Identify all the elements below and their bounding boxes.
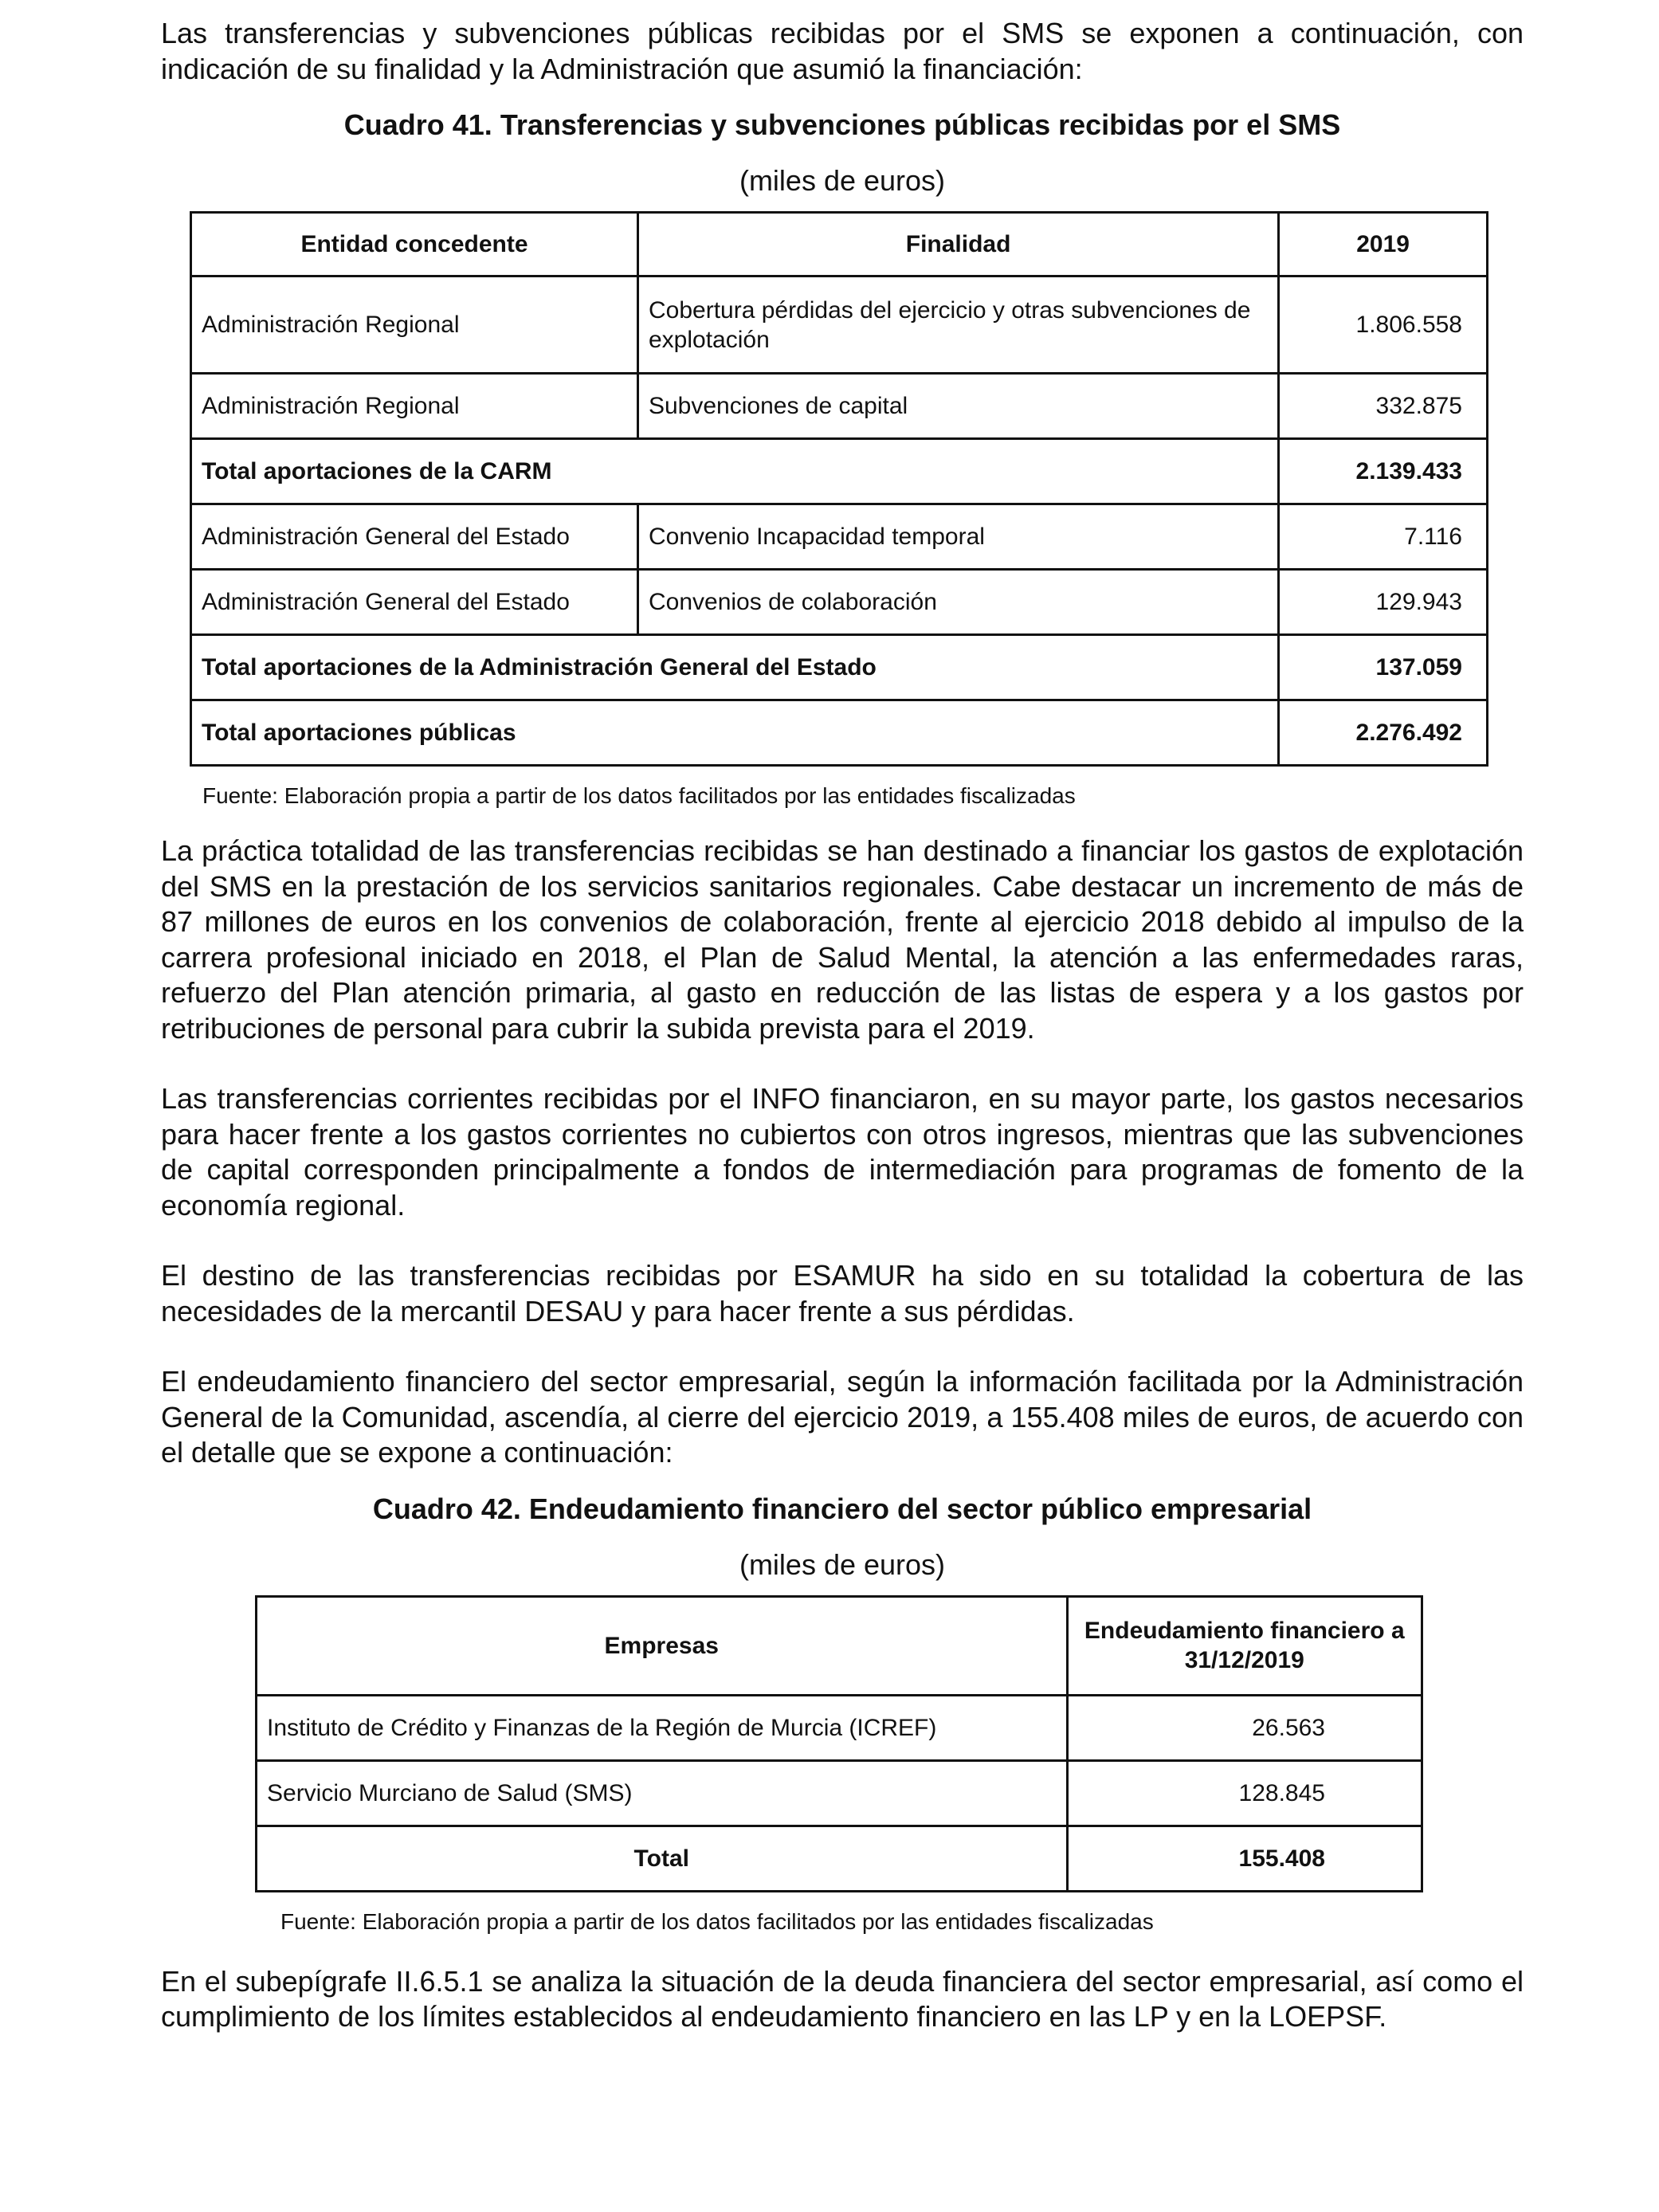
total-label-cell: Total aportaciones de la CARM [191, 439, 1279, 504]
table41-title: Cuadro 41. Transferencias y subvenciones públicas recibidas por el SMS [343, 108, 1341, 141]
grand-total-row [191, 700, 1488, 766]
total-label-cell: Total aportaciones de la Administración General del Estado [191, 635, 1279, 700]
total-value-cell: 137.059 [1279, 635, 1488, 700]
entity-cell: Administración General del Estado [191, 570, 638, 635]
table41 [190, 211, 1488, 767]
purpose-cell: Subvenciones de capital [637, 374, 1278, 439]
table41-units: (miles de euros) [739, 164, 946, 197]
total-row [257, 1826, 1422, 1891]
value-cell: 1.806.558 [1279, 276, 1488, 374]
value-cell: 332.875 [1279, 374, 1488, 439]
entity-cell: Administración General del Estado [191, 504, 638, 570]
table-row [191, 504, 1488, 570]
purpose-cell: Cobertura pérdidas del ejercicio y otras subvenciones de explotación [637, 276, 1278, 374]
total-value-cell: 2.139.433 [1279, 439, 1488, 504]
value-cell: 128.845 [1067, 1760, 1422, 1826]
total-row [191, 439, 1488, 504]
entity-cell: Administración Regional [191, 374, 638, 439]
entity-cell: Administración Regional [191, 276, 638, 374]
table-row [191, 374, 1488, 439]
company-cell: Servicio Murciano de Salud (SMS) [257, 1760, 1068, 1826]
table42-header-debt: Endeudamiento financiero a 31/12/2019 [1067, 1596, 1422, 1695]
body-paragraph: El endeudamiento financiero del sector empresarial, según la información facilitada por la Administración General de la Comunidad, ascendía, al cierre del ejercicio 2019, a 155.408 miles de euros, de acuerdo con el detalle que se expone a continuación: [161, 1365, 1524, 1469]
purpose-cell: Convenio Incapacidad temporal [637, 504, 1278, 570]
table42 [255, 1595, 1423, 1892]
total-row [191, 635, 1488, 700]
document-page [161, 16, 1524, 2035]
body-paragraph: El destino de las transferencias recibidas por ESAMUR ha sido en su totalidad la cobertura de las necesidades de la mercantil DESAU y para hacer frente a sus pérdidas. [161, 1259, 1524, 1328]
table-row [191, 570, 1488, 635]
table42-units: (miles de euros) [739, 1547, 946, 1581]
value-cell: 26.563 [1067, 1695, 1422, 1760]
table42-header-company: Empresas [257, 1596, 1068, 1695]
body-paragraph: La práctica totalidad de las transferencias recibidas se han destinado a financiar los gastos de explotación del SMS en la prestación de los servicios sanitarios regionales. Cabe destacar un incremento de más de 87 millones de euros en los convenios de colaboración, frente al ejercicio 2018 debido al impulso de la carrera profesional iniciado en 2018, el Plan de Salud Mental, la atención a las enfermedades raras, refuerzo del Plan atención primaria, al gasto en reducción de las listas de espera y a los gastos por retribuciones de personal para cubrir la subida prevista para el 2019. [161, 834, 1524, 1045]
closing-paragraph: En el subepígrafe II.6.5.1 se analiza la situación de la deuda financiera del sector empresarial, así como el cumplimiento de los límites establecidos al endeudamiento financiero en las LP y en la LOEPSF. [161, 1964, 1524, 2033]
table42-header-row [257, 1596, 1422, 1695]
table41-header-purpose: Finalidad [637, 213, 1278, 276]
table41-header-year: 2019 [1279, 213, 1488, 276]
body-paragraph: Las transferencias corrientes recibidas por el INFO financiaron, en su mayor parte, los gastos necesarios para hacer frente a los gastos corrientes no cubiertos con otros ingresos, mientras que las subvenciones de capital corresponden principalmente a fondos de intermediación para programas de fomento de la economía regional. [161, 1082, 1524, 1222]
table42-title: Cuadro 42. Endeudamiento financiero del sector público empresarial [372, 1492, 1312, 1525]
value-cell: 7.116 [1279, 504, 1488, 570]
total-value-cell: 2.276.492 [1279, 700, 1488, 766]
table-row [191, 276, 1488, 374]
value-cell: 129.943 [1279, 570, 1488, 635]
total-value-cell: 155.408 [1067, 1826, 1422, 1891]
table41-header-row [191, 213, 1488, 276]
table-row [257, 1760, 1422, 1826]
company-cell: Instituto de Crédito y Finanzas de la Región de Murcia (ICREF) [257, 1695, 1068, 1760]
intro-paragraph: Las transferencias y subvenciones públicas recibidas por el SMS se exponen a continuación, con indicación de su finalidad y la Administración que asumió la financiación: [161, 17, 1524, 85]
table42-source: Fuente: Elaboración propia a partir de los datos facilitados por las entidades fiscalizadas [280, 1908, 1154, 1934]
table41-header-entity: Entidad concedente [191, 213, 638, 276]
total-label-cell: Total aportaciones públicas [191, 700, 1279, 766]
table-row [257, 1695, 1422, 1760]
table41-source: Fuente: Elaboración propia a partir de los datos facilitados por las entidades fiscalizadas [202, 783, 1076, 808]
purpose-cell: Convenios de colaboración [637, 570, 1278, 635]
total-label-cell: Total [257, 1826, 1068, 1891]
